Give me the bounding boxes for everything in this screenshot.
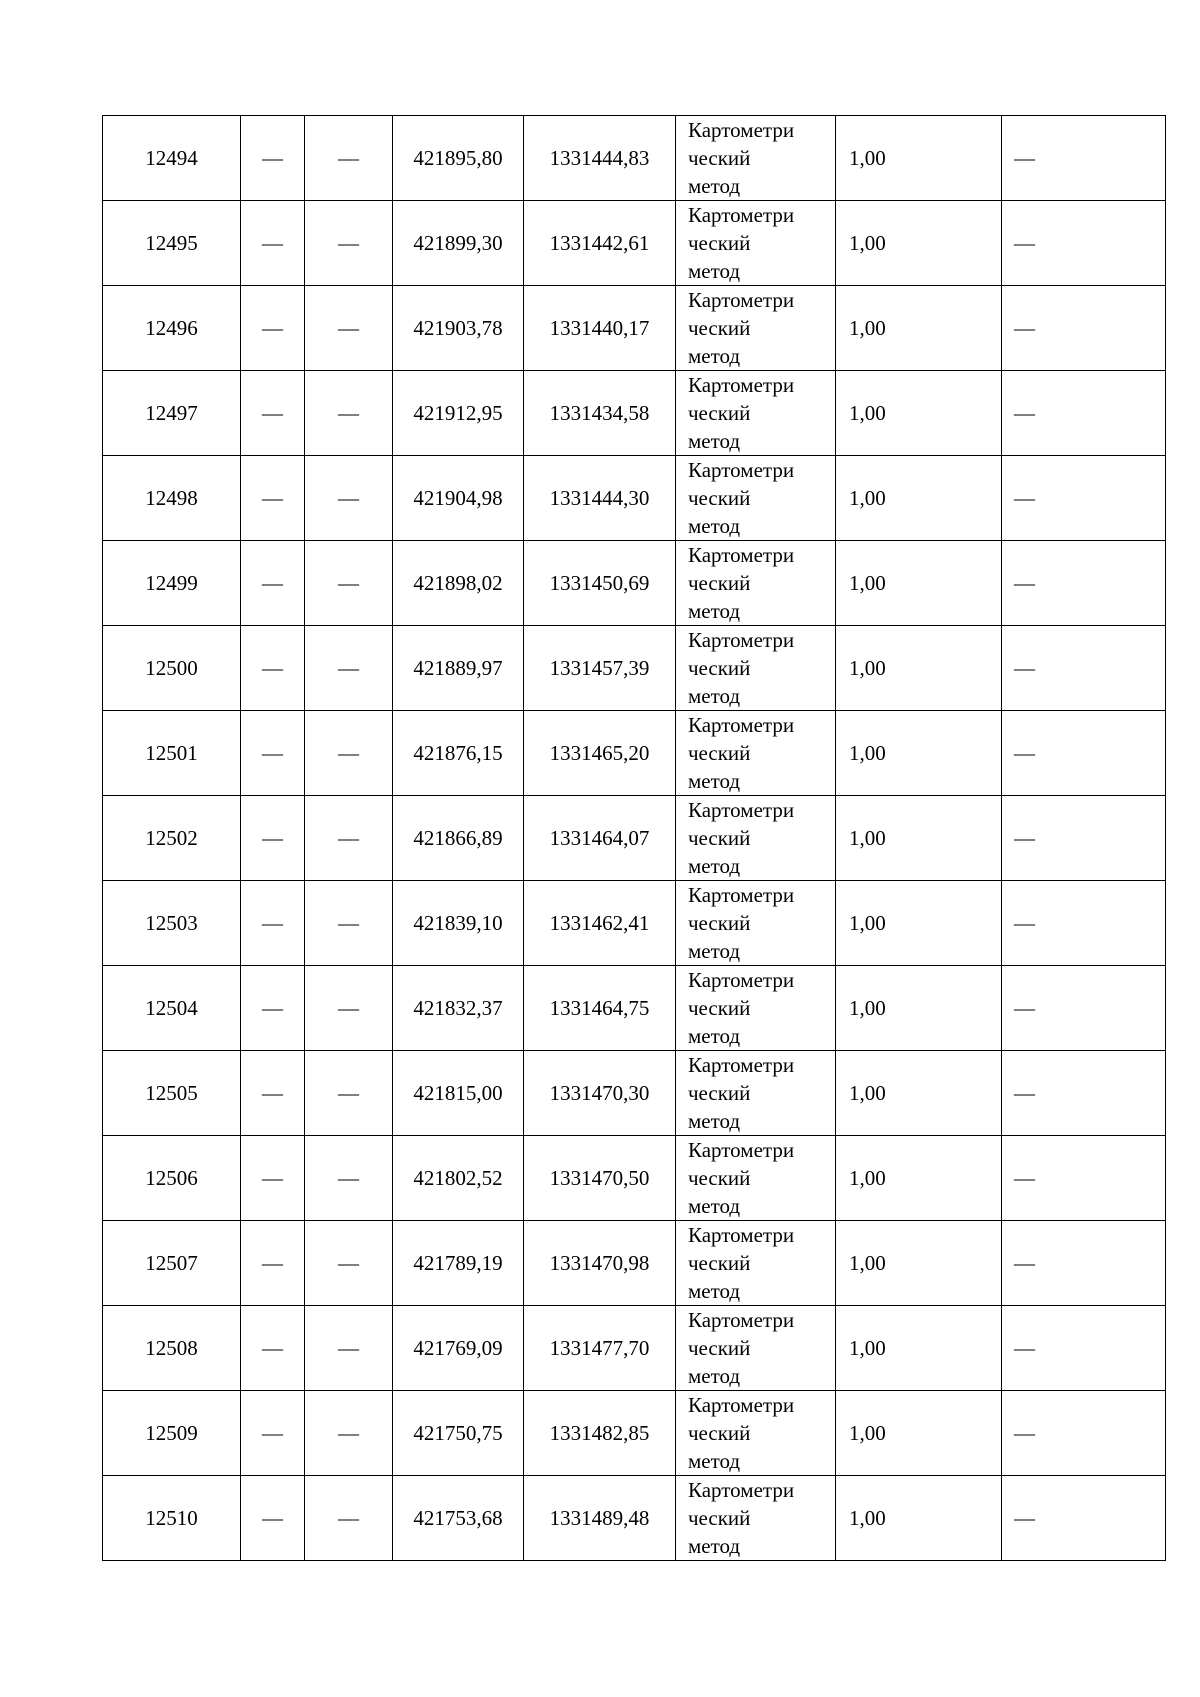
point-number-cell: 12504 xyxy=(103,966,241,1051)
method-cell xyxy=(676,711,836,796)
empty-value-cell: — xyxy=(305,966,393,1051)
empty-value-cell: — xyxy=(241,371,305,456)
empty-value-cell: — xyxy=(1002,456,1166,541)
point-number-cell: 12507 xyxy=(103,1221,241,1306)
empty-value-cell: — xyxy=(241,626,305,711)
point-number-cell: 12509 xyxy=(103,1391,241,1476)
method-text-line: Картометри xyxy=(688,1308,795,1332)
method-text-line: ческий xyxy=(688,231,751,255)
coordinates-table-body xyxy=(103,116,1166,1561)
accuracy-cell: 1,00 xyxy=(836,116,1002,201)
empty-value-cell: — xyxy=(1002,1391,1166,1476)
empty-value-cell: — xyxy=(305,796,393,881)
method-text-line: метод xyxy=(688,1194,741,1218)
method-text-line: метод xyxy=(688,429,741,453)
table-row xyxy=(103,796,1166,881)
empty-value-cell: — xyxy=(241,966,305,1051)
method-cell xyxy=(676,966,836,1051)
table-row xyxy=(103,1051,1166,1136)
point-number-cell: 12499 xyxy=(103,541,241,626)
method-cell xyxy=(676,626,836,711)
empty-value-cell: — xyxy=(241,1051,305,1136)
method-text-line: Картометри xyxy=(688,1393,795,1417)
method-cell xyxy=(676,1391,836,1476)
method-cell xyxy=(676,1306,836,1391)
method-text-line: ческий xyxy=(688,911,751,935)
method-text-line: метод xyxy=(688,769,741,793)
empty-value-cell: — xyxy=(241,1391,305,1476)
x-coordinate-cell: 421903,78 xyxy=(393,286,524,371)
empty-value-cell: — xyxy=(305,371,393,456)
empty-value-cell: — xyxy=(241,1476,305,1561)
point-number-cell: 12498 xyxy=(103,456,241,541)
empty-value-cell: — xyxy=(241,1136,305,1221)
empty-value-cell: — xyxy=(305,1051,393,1136)
empty-value-cell: — xyxy=(305,626,393,711)
method-cell xyxy=(676,796,836,881)
table-row xyxy=(103,626,1166,711)
empty-value-cell: — xyxy=(1002,286,1166,371)
empty-value-cell: — xyxy=(241,796,305,881)
empty-value-cell: — xyxy=(1002,1051,1166,1136)
point-number-cell: 12495 xyxy=(103,201,241,286)
y-coordinate-cell: 1331470,98 xyxy=(524,1221,676,1306)
method-text-line: метод xyxy=(688,1364,741,1388)
empty-value-cell: — xyxy=(305,1391,393,1476)
method-text-line: метод xyxy=(688,1279,741,1303)
empty-value-cell: — xyxy=(241,116,305,201)
empty-value-cell: — xyxy=(1002,966,1166,1051)
table-row xyxy=(103,1306,1166,1391)
point-number-cell: 12508 xyxy=(103,1306,241,1391)
y-coordinate-cell: 1331444,30 xyxy=(524,456,676,541)
method-cell xyxy=(676,371,836,456)
empty-value-cell: — xyxy=(305,286,393,371)
method-text-line: ческий xyxy=(688,1421,751,1445)
x-coordinate-cell: 421832,37 xyxy=(393,966,524,1051)
method-text-line: Картометри xyxy=(688,373,795,397)
empty-value-cell: — xyxy=(241,1306,305,1391)
empty-value-cell: — xyxy=(305,881,393,966)
empty-value-cell: — xyxy=(241,456,305,541)
method-cell xyxy=(676,201,836,286)
method-text-line: метод xyxy=(688,854,741,878)
point-number-cell: 12503 xyxy=(103,881,241,966)
y-coordinate-cell: 1331470,30 xyxy=(524,1051,676,1136)
method-text-line: Картометри xyxy=(688,288,795,312)
accuracy-cell: 1,00 xyxy=(836,881,1002,966)
method-text-line: ческий xyxy=(688,1336,751,1360)
table-row xyxy=(103,286,1166,371)
x-coordinate-cell: 421753,68 xyxy=(393,1476,524,1561)
method-text-line: метод xyxy=(688,1024,741,1048)
table-row xyxy=(103,371,1166,456)
method-text-line: ческий xyxy=(688,741,751,765)
x-coordinate-cell: 421899,30 xyxy=(393,201,524,286)
table-row xyxy=(103,201,1166,286)
accuracy-cell: 1,00 xyxy=(836,1221,1002,1306)
y-coordinate-cell: 1331457,39 xyxy=(524,626,676,711)
empty-value-cell: — xyxy=(305,116,393,201)
y-coordinate-cell: 1331440,17 xyxy=(524,286,676,371)
x-coordinate-cell: 421904,98 xyxy=(393,456,524,541)
method-text-line: метод xyxy=(688,1449,741,1473)
empty-value-cell: — xyxy=(305,541,393,626)
method-text-line: Картометри xyxy=(688,203,795,227)
empty-value-cell: — xyxy=(1002,541,1166,626)
x-coordinate-cell: 421815,00 xyxy=(393,1051,524,1136)
method-text-line: ческий xyxy=(688,996,751,1020)
method-cell xyxy=(676,1051,836,1136)
method-text-line: метод xyxy=(688,1534,741,1558)
method-text-line: Картометри xyxy=(688,1138,795,1162)
x-coordinate-cell: 421912,95 xyxy=(393,371,524,456)
empty-value-cell: — xyxy=(1002,711,1166,796)
method-text-line: метод xyxy=(688,174,741,198)
method-text-line: Картометри xyxy=(688,1053,795,1077)
empty-value-cell: — xyxy=(1002,116,1166,201)
point-number-cell: 12510 xyxy=(103,1476,241,1561)
x-coordinate-cell: 421898,02 xyxy=(393,541,524,626)
table-row xyxy=(103,1391,1166,1476)
method-text-line: ческий xyxy=(688,571,751,595)
accuracy-cell: 1,00 xyxy=(836,1476,1002,1561)
method-text-line: ческий xyxy=(688,316,751,340)
method-text-line: ческий xyxy=(688,826,751,850)
point-number-cell: 12500 xyxy=(103,626,241,711)
accuracy-cell: 1,00 xyxy=(836,541,1002,626)
method-text-line: ческий xyxy=(688,401,751,425)
accuracy-cell: 1,00 xyxy=(836,456,1002,541)
method-cell xyxy=(676,116,836,201)
empty-value-cell: — xyxy=(1002,1476,1166,1561)
table-row xyxy=(103,966,1166,1051)
empty-value-cell: — xyxy=(305,711,393,796)
coordinates-table xyxy=(102,115,1166,1561)
accuracy-cell: 1,00 xyxy=(836,371,1002,456)
accuracy-cell: 1,00 xyxy=(836,1051,1002,1136)
x-coordinate-cell: 421895,80 xyxy=(393,116,524,201)
y-coordinate-cell: 1331477,70 xyxy=(524,1306,676,1391)
method-text-line: Картометри xyxy=(688,883,795,907)
method-text-line: Картометри xyxy=(688,543,795,567)
method-text-line: метод xyxy=(688,514,741,538)
x-coordinate-cell: 421769,09 xyxy=(393,1306,524,1391)
method-cell xyxy=(676,541,836,626)
method-text-line: ческий xyxy=(688,486,751,510)
x-coordinate-cell: 421789,19 xyxy=(393,1221,524,1306)
table-row xyxy=(103,541,1166,626)
empty-value-cell: — xyxy=(1002,371,1166,456)
empty-value-cell: — xyxy=(1002,626,1166,711)
point-number-cell: 12501 xyxy=(103,711,241,796)
y-coordinate-cell: 1331462,41 xyxy=(524,881,676,966)
empty-value-cell: — xyxy=(241,541,305,626)
table-row xyxy=(103,1136,1166,1221)
x-coordinate-cell: 421876,15 xyxy=(393,711,524,796)
method-text-line: ческий xyxy=(688,1166,751,1190)
accuracy-cell: 1,00 xyxy=(836,201,1002,286)
accuracy-cell: 1,00 xyxy=(836,796,1002,881)
empty-value-cell: — xyxy=(241,201,305,286)
empty-value-cell: — xyxy=(305,1306,393,1391)
empty-value-cell: — xyxy=(241,1221,305,1306)
table-row xyxy=(103,116,1166,201)
empty-value-cell: — xyxy=(241,286,305,371)
empty-value-cell: — xyxy=(1002,796,1166,881)
method-text-line: Картометри xyxy=(688,1223,795,1247)
method-text-line: ческий xyxy=(688,1506,751,1530)
method-cell xyxy=(676,456,836,541)
empty-value-cell: — xyxy=(305,201,393,286)
method-text-line: Картометри xyxy=(688,458,795,482)
method-cell xyxy=(676,1136,836,1221)
y-coordinate-cell: 1331465,20 xyxy=(524,711,676,796)
x-coordinate-cell: 421889,97 xyxy=(393,626,524,711)
y-coordinate-cell: 1331482,85 xyxy=(524,1391,676,1476)
accuracy-cell: 1,00 xyxy=(836,966,1002,1051)
method-text-line: Картометри xyxy=(688,118,795,142)
empty-value-cell: — xyxy=(1002,201,1166,286)
y-coordinate-cell: 1331444,83 xyxy=(524,116,676,201)
y-coordinate-cell: 1331434,58 xyxy=(524,371,676,456)
y-coordinate-cell: 1331442,61 xyxy=(524,201,676,286)
method-text-line: метод xyxy=(688,599,741,623)
table-row xyxy=(103,1476,1166,1561)
point-number-cell: 12496 xyxy=(103,286,241,371)
method-text-line: Картометри xyxy=(688,798,795,822)
accuracy-cell: 1,00 xyxy=(836,1306,1002,1391)
method-text-line: ческий xyxy=(688,1081,751,1105)
empty-value-cell: — xyxy=(305,456,393,541)
accuracy-cell: 1,00 xyxy=(836,1391,1002,1476)
point-number-cell: 12506 xyxy=(103,1136,241,1221)
empty-value-cell: — xyxy=(1002,881,1166,966)
method-cell xyxy=(676,286,836,371)
method-text-line: ческий xyxy=(688,656,751,680)
y-coordinate-cell: 1331489,48 xyxy=(524,1476,676,1561)
x-coordinate-cell: 421802,52 xyxy=(393,1136,524,1221)
empty-value-cell: — xyxy=(1002,1306,1166,1391)
empty-value-cell: — xyxy=(305,1136,393,1221)
method-text-line: Картометри xyxy=(688,628,795,652)
x-coordinate-cell: 421866,89 xyxy=(393,796,524,881)
empty-value-cell: — xyxy=(1002,1221,1166,1306)
method-text-line: ческий xyxy=(688,1251,751,1275)
empty-value-cell: — xyxy=(305,1221,393,1306)
table-row xyxy=(103,1221,1166,1306)
table-row xyxy=(103,456,1166,541)
method-cell xyxy=(676,1476,836,1561)
y-coordinate-cell: 1331464,75 xyxy=(524,966,676,1051)
x-coordinate-cell: 421750,75 xyxy=(393,1391,524,1476)
point-number-cell: 12497 xyxy=(103,371,241,456)
method-text-line: метод xyxy=(688,939,741,963)
point-number-cell: 12505 xyxy=(103,1051,241,1136)
method-text-line: Картометри xyxy=(688,968,795,992)
accuracy-cell: 1,00 xyxy=(836,1136,1002,1221)
method-text-line: метод xyxy=(688,259,741,283)
y-coordinate-cell: 1331464,07 xyxy=(524,796,676,881)
x-coordinate-cell: 421839,10 xyxy=(393,881,524,966)
method-text-line: метод xyxy=(688,344,741,368)
y-coordinate-cell: 1331450,69 xyxy=(524,541,676,626)
empty-value-cell: — xyxy=(241,881,305,966)
y-coordinate-cell: 1331470,50 xyxy=(524,1136,676,1221)
accuracy-cell: 1,00 xyxy=(836,286,1002,371)
method-text-line: метод xyxy=(688,1109,741,1133)
table-row xyxy=(103,881,1166,966)
method-text-line: ческий xyxy=(688,146,751,170)
table-row xyxy=(103,711,1166,796)
point-number-cell: 12494 xyxy=(103,116,241,201)
empty-value-cell: — xyxy=(1002,1136,1166,1221)
method-cell xyxy=(676,1221,836,1306)
empty-value-cell: — xyxy=(241,711,305,796)
method-text-line: Картометри xyxy=(688,1478,795,1502)
accuracy-cell: 1,00 xyxy=(836,626,1002,711)
method-text-line: метод xyxy=(688,684,741,708)
point-number-cell: 12502 xyxy=(103,796,241,881)
method-cell xyxy=(676,881,836,966)
method-text-line: Картометри xyxy=(688,713,795,737)
accuracy-cell: 1,00 xyxy=(836,711,1002,796)
empty-value-cell: — xyxy=(305,1476,393,1561)
